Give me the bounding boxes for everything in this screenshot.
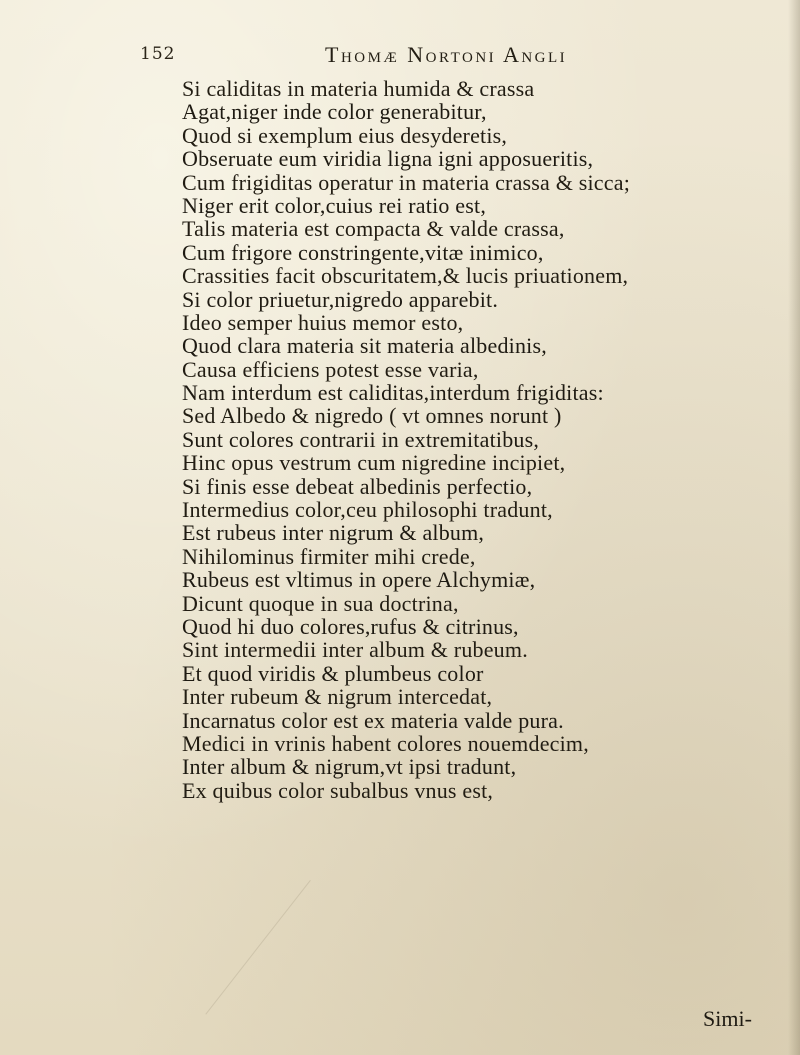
verse-line: Niger erit color,cuius rei ratio est, (182, 192, 487, 218)
catchword: Simi- (703, 1006, 752, 1031)
verse-line: Si color priuetur,nigredo apparebit. (182, 286, 499, 312)
verse-line: Causa efficiens potest esse varia, (182, 356, 479, 382)
header-title: Thomæ Nortoni Angli (325, 42, 568, 67)
verse-line: Ideo semper huius memor esto, (182, 309, 464, 335)
verse-line: Rubeus est vltimus in opere Alchymiæ, (182, 567, 536, 593)
verse-line: Nam interdum est caliditas,interdum frigiditas: (182, 380, 604, 406)
verse-line: Obseruate eum viridia ligna igni apposueritis, (182, 146, 594, 172)
verse-line: Sint intermedii inter album & rubeum. (182, 637, 528, 663)
verse-line: Et quod viridis & plumbeus color (182, 660, 484, 686)
verse-line: Dicunt quoque in sua doctrina, (182, 590, 459, 616)
verse-line: Cum frigore constringente,vitæ inimico, (182, 239, 544, 265)
page-number: 152 (140, 44, 176, 64)
verse-line: Si finis esse debeat albedinis perfectio, (182, 473, 533, 499)
verse-line: Crassities facit obscuritatem,& lucis priuationem, (182, 263, 629, 289)
verse-line: Inter rubeum & nigrum intercedat, (182, 684, 493, 710)
verse-line: Hinc opus vestrum cum nigredine incipiet, (182, 450, 566, 476)
verse-line: Quod clara materia sit materia albedinis, (182, 333, 547, 359)
verse-line: Inter album & nigrum,vt ipsi tradunt, (182, 754, 517, 780)
running-head (140, 42, 740, 72)
verse-line: Intermedius color,ceu philosophi tradunt, (182, 497, 553, 523)
verse-line: Talis materia est compacta & valde crassa, (182, 216, 565, 242)
verse-line: Cum frigiditas operatur in materia crassa & sicca; (182, 169, 631, 195)
verse-line: Nihilominus firmiter mihi crede, (182, 543, 476, 569)
verse-line: Quod hi duo colores,rufus & citrinus, (182, 613, 519, 639)
paper-crease (205, 880, 310, 1015)
verse-line: Quod si exemplum eius desyderetis, (182, 122, 508, 148)
verse-line: Si caliditas in materia humida & crassa (182, 76, 535, 101)
verse-line: Ex quibus color subalbus vnus est, (182, 777, 494, 803)
verse-line: Incarnatus color est ex materia valde pura. (182, 707, 564, 733)
verse-line: Est rubeus inter nigrum & album, (182, 520, 485, 546)
verse-body (182, 77, 762, 802)
verse-line: Agat,niger inde color generabitur, (182, 99, 487, 125)
verse-line: Sed Albedo & nigredo ( vt omnes norunt ) (182, 403, 562, 429)
page-edge-shadow (788, 0, 800, 1055)
verse-line: Sunt colores contrarii in extremitatibus, (182, 426, 540, 452)
verse-line: Medici in vrinis habent colores nouemdecim, (182, 730, 589, 756)
